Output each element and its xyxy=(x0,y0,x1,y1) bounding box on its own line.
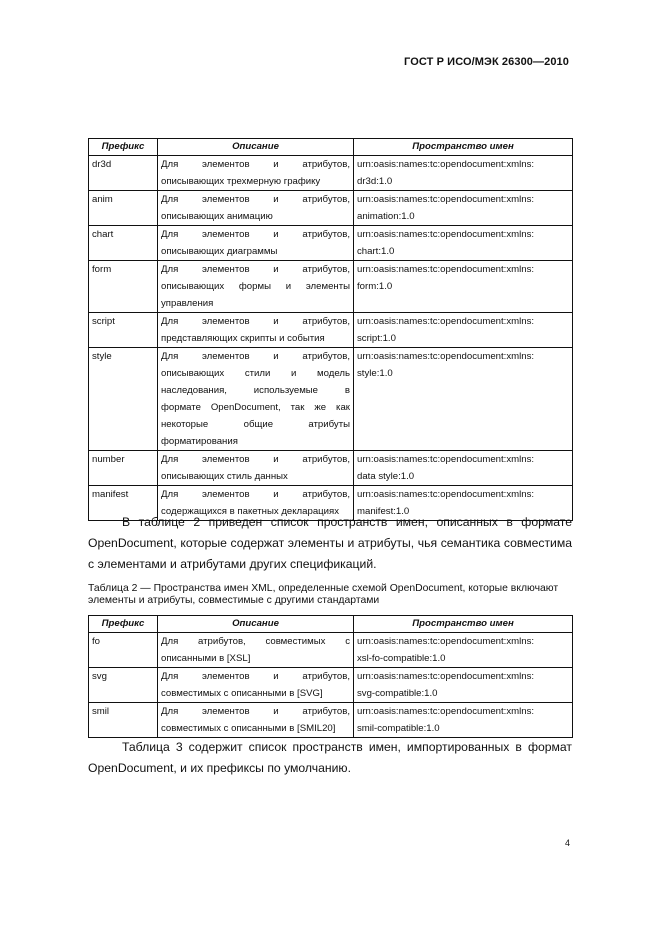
namespace-line: form:1.0 xyxy=(357,281,393,292)
namespace-line: xsl-fo-compatible:1.0 xyxy=(357,653,446,664)
description-line: формате OpenDocument, так же как xyxy=(161,402,350,413)
prefix-cell: style xyxy=(89,348,158,451)
description-cell xyxy=(158,668,354,703)
namespace-cell xyxy=(354,668,573,703)
description-line: Для атрибутов, совместимых с xyxy=(161,636,350,647)
namespace-line: manifest:1.0 xyxy=(357,506,410,517)
namespace-line: urn:oasis:names:tc:opendocument:xmlns: xyxy=(357,454,535,465)
prefix-cell: smil xyxy=(89,703,158,738)
description-line: совместимых с описанными в [SMIL20] xyxy=(161,723,336,734)
description-line: описывающих стили и модель xyxy=(161,368,350,379)
description-line: управления xyxy=(161,298,214,309)
namespace-line: urn:oasis:names:tc:opendocument:xmlns: xyxy=(357,264,535,275)
namespace-cell xyxy=(354,226,573,261)
namespace-line: urn:oasis:names:tc:opendocument:xmlns: xyxy=(357,229,535,240)
description-line: представляющих скрипты и события xyxy=(161,333,325,344)
description-line: наследования, используемые в xyxy=(161,385,350,396)
description-cell xyxy=(158,156,354,191)
paragraph-table2-intro: В таблице 2 приведен список пространств имен, описанных в формате OpenDocument, которые содержат элементы и атрибуты, чья семантика совместима с элементами и атрибутами других спецификаций. xyxy=(88,515,572,571)
namespace-line: urn:oasis:names:tc:opendocument:xmlns: xyxy=(357,706,535,717)
table-row xyxy=(89,633,573,668)
description-line: описывающих анимацию xyxy=(161,211,273,222)
description-cell xyxy=(158,703,354,738)
prefix-cell: chart xyxy=(89,226,158,261)
description-line: Для элементов и атрибутов, xyxy=(161,706,350,717)
table-row xyxy=(89,191,573,226)
column-header-description: Описание xyxy=(158,616,354,633)
namespace-line: dr3d:1.0 xyxy=(357,176,393,187)
description-line: Для элементов и атрибутов, xyxy=(161,264,350,275)
table-row xyxy=(89,156,573,191)
column-header-prefix: Префикс xyxy=(89,139,158,156)
namespace-line: style:1.0 xyxy=(357,368,393,379)
namespace-line: script:1.0 xyxy=(357,333,396,344)
table-row xyxy=(89,348,573,451)
namespace-line: chart:1.0 xyxy=(357,246,395,257)
column-header-description: Описание xyxy=(158,139,354,156)
namespace-cell xyxy=(354,313,573,348)
description-cell xyxy=(158,451,354,486)
prefix-cell: fo xyxy=(89,633,158,668)
namespace-line: smil-compatible:1.0 xyxy=(357,723,440,734)
table-row xyxy=(89,668,573,703)
description-cell xyxy=(158,348,354,451)
table-body xyxy=(89,633,573,738)
column-header-namespace: Пространство имен xyxy=(354,616,573,633)
namespace-cell xyxy=(354,191,573,226)
description-line: форматирования xyxy=(161,436,238,447)
description-line: Для элементов и атрибутов, xyxy=(161,194,350,205)
namespace-line: urn:oasis:names:tc:opendocument:xmlns: xyxy=(357,671,535,682)
prefix-cell: form xyxy=(89,261,158,313)
table-header-row xyxy=(89,616,573,633)
namespace-line: urn:oasis:names:tc:opendocument:xmlns: xyxy=(357,489,535,500)
description-cell xyxy=(158,226,354,261)
prefix-cell: manifest xyxy=(89,486,158,521)
description-cell xyxy=(158,261,354,313)
namespace-line: animation:1.0 xyxy=(357,211,415,222)
table-row xyxy=(89,261,573,313)
namespace-cell xyxy=(354,156,573,191)
description-line: описанными в [XSL] xyxy=(161,653,251,664)
description-line: содержащихся в пакетных декларациях xyxy=(161,506,340,517)
column-header-namespace: Пространство имен xyxy=(354,139,573,156)
table-row xyxy=(89,703,573,738)
namespace-cell xyxy=(354,348,573,451)
description-line: некоторые общие атрибуты xyxy=(161,419,350,430)
description-cell xyxy=(158,191,354,226)
namespace-line: urn:oasis:names:tc:opendocument:xmlns: xyxy=(357,159,535,170)
description-line: Для элементов и атрибутов, xyxy=(161,671,350,682)
prefix-cell: svg xyxy=(89,668,158,703)
namespace-line: urn:oasis:names:tc:opendocument:xmlns: xyxy=(357,194,535,205)
table-row xyxy=(89,451,573,486)
namespace-cell xyxy=(354,703,573,738)
namespace-line: svg-compatible:1.0 xyxy=(357,688,438,699)
description-cell xyxy=(158,313,354,348)
description-line: совместимых с описанными в [SVG] xyxy=(161,688,323,699)
namespaces-table-1 xyxy=(88,138,573,521)
namespace-line: urn:oasis:names:tc:opendocument:xmlns: xyxy=(357,636,535,647)
prefix-cell: dr3d xyxy=(89,156,158,191)
namespace-line: data style:1.0 xyxy=(357,471,415,482)
table-2-caption: Таблица 2 — Пространства имен XML, определенные схемой OpenDocument, которые включают элементы и атрибуты, совместимые с другими стандартами xyxy=(88,583,559,606)
description-cell xyxy=(158,633,354,668)
column-header-prefix: Префикс xyxy=(89,616,158,633)
description-line: описывающих формы и элементы xyxy=(161,281,350,292)
description-line: Для элементов и атрибутов, xyxy=(161,489,350,500)
paragraph-table3-intro: Таблица 3 содержит список пространств имен, импортированных в формат OpenDocument, и их префиксы по умолчанию. xyxy=(88,740,572,775)
prefix-cell: anim xyxy=(89,191,158,226)
description-line: Для элементов и атрибутов, xyxy=(161,454,350,465)
table-body xyxy=(89,156,573,521)
namespace-cell xyxy=(354,451,573,486)
document-header: ГОСТ Р ИСО/МЭК 26300—2010 xyxy=(404,56,569,68)
namespace-line: urn:oasis:names:tc:opendocument:xmlns: xyxy=(357,351,535,362)
description-line: Для элементов и атрибутов, xyxy=(161,316,350,327)
prefix-cell: script xyxy=(89,313,158,348)
namespace-cell xyxy=(354,633,573,668)
namespace-cell xyxy=(354,261,573,313)
description-line: Для элементов и атрибутов, xyxy=(161,351,350,362)
description-line: Для элементов и атрибутов, xyxy=(161,159,350,170)
description-line: описывающих диаграммы xyxy=(161,246,278,257)
namespace-line: urn:oasis:names:tc:opendocument:xmlns: xyxy=(357,316,535,327)
description-line: описывающих трехмерную графику xyxy=(161,176,321,187)
prefix-cell: number xyxy=(89,451,158,486)
namespaces-table-2 xyxy=(88,615,573,738)
description-line: Для элементов и атрибутов, xyxy=(161,229,350,240)
table-header-row xyxy=(89,139,573,156)
table-row xyxy=(89,313,573,348)
table-row xyxy=(89,226,573,261)
page-number: 4 xyxy=(565,838,571,848)
description-line: описывающих стиль данных xyxy=(161,471,288,482)
